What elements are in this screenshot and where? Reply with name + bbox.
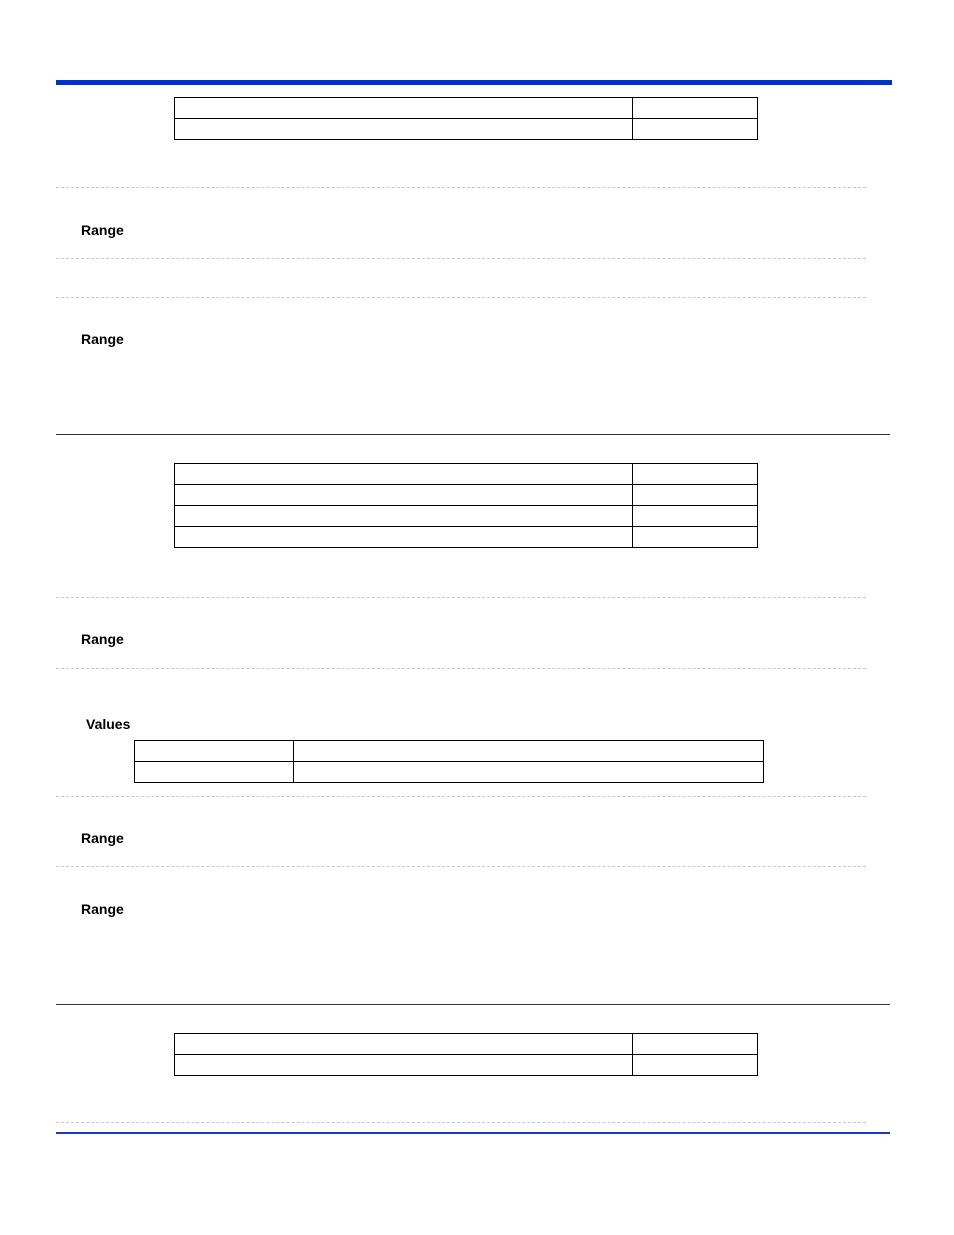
dashed-divider xyxy=(56,796,866,797)
table-row xyxy=(175,1034,758,1055)
dashed-divider xyxy=(56,866,866,867)
table-row xyxy=(135,741,764,762)
table-row xyxy=(175,527,758,548)
table-cell xyxy=(175,1055,633,1076)
table-cell xyxy=(175,119,633,140)
table-cell xyxy=(294,741,764,762)
table-cell xyxy=(633,527,758,548)
table-cell xyxy=(175,485,633,506)
table-row xyxy=(175,1055,758,1076)
table-cell xyxy=(135,741,294,762)
values-table xyxy=(134,740,764,783)
parameter-table-1 xyxy=(174,97,758,140)
table-cell xyxy=(135,762,294,783)
table-cell xyxy=(175,1034,633,1055)
dashed-divider xyxy=(56,258,866,259)
table-row xyxy=(135,762,764,783)
range-heading: Range xyxy=(81,631,124,647)
values-heading: Values xyxy=(86,716,131,732)
table-cell xyxy=(633,485,758,506)
dashed-divider xyxy=(56,597,866,598)
table-cell xyxy=(633,1055,758,1076)
table-cell xyxy=(175,98,633,119)
dashed-divider xyxy=(56,1122,866,1123)
table-cell xyxy=(175,464,633,485)
table-cell xyxy=(633,119,758,140)
range-heading: Range xyxy=(81,331,124,347)
table-cell xyxy=(175,527,633,548)
range-heading: Range xyxy=(81,901,124,917)
table-cell xyxy=(633,464,758,485)
table-row xyxy=(175,119,758,140)
header-rule xyxy=(56,80,892,85)
section-divider xyxy=(56,434,890,435)
dashed-divider xyxy=(56,297,866,298)
parameter-table-3 xyxy=(174,1033,758,1076)
table-row xyxy=(175,464,758,485)
table-cell xyxy=(633,506,758,527)
table-row xyxy=(175,506,758,527)
parameter-table-2 xyxy=(174,463,758,548)
dashed-divider xyxy=(56,187,866,188)
table-row xyxy=(175,485,758,506)
table-cell xyxy=(294,762,764,783)
section-divider xyxy=(56,1004,890,1005)
range-heading: Range xyxy=(81,830,124,846)
dashed-divider xyxy=(56,668,866,669)
footer-rule xyxy=(56,1132,890,1134)
table-cell xyxy=(633,98,758,119)
table-cell xyxy=(175,506,633,527)
table-cell xyxy=(633,1034,758,1055)
range-heading: Range xyxy=(81,222,124,238)
table-row xyxy=(175,98,758,119)
